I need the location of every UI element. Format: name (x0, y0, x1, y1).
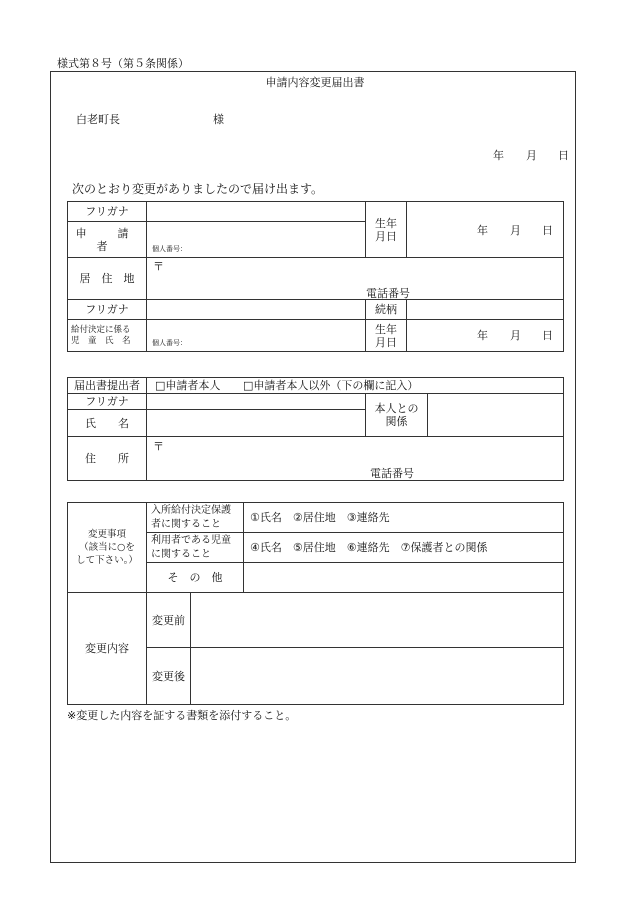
change-items-label: 変更事項 （該当に○を して下さい。） (68, 503, 147, 593)
addressee: 白老町長 (76, 113, 120, 126)
applicant-table (67, 201, 564, 352)
child-birth-label: 生年 月日 (366, 320, 407, 352)
intro-text: 次のとおり変更がありましたので届け出ます。 (72, 182, 324, 196)
submitter-furigana-field[interactable] (147, 394, 366, 410)
date-day: 日 (558, 149, 569, 162)
submitter-relation-label: 本人との 関係 (366, 394, 428, 437)
change-table (67, 502, 564, 705)
submitter-name-label: 氏 名 (68, 410, 147, 437)
submitter-options (147, 378, 564, 394)
submitter-label: 届出書提出者 (68, 378, 147, 394)
change-before-label: 変更前 (147, 593, 191, 648)
change-row2-label: 利用者である児童 に関すること (147, 533, 244, 563)
change-row3-field[interactable] (244, 563, 564, 593)
change-row3-label: そ の 他 (147, 563, 244, 593)
change-before-field[interactable] (191, 593, 564, 648)
change-after-label: 変更後 (147, 648, 191, 705)
child-furigana-label: フリガナ (68, 300, 147, 320)
birth-label: 生年 月日 (366, 202, 407, 258)
child-name-field[interactable]: 個人番号： (147, 320, 366, 352)
change-row1-label: 入所給付決定保護 者に関すること (147, 503, 244, 533)
date-year: 年 (493, 149, 504, 162)
child-furigana-field[interactable] (147, 300, 366, 320)
applicant-name-field[interactable]: 個人番号： (147, 222, 366, 258)
child-birthdate-field[interactable]: 年 月 日 (407, 320, 564, 352)
change-row1-options[interactable]: ①氏名 ②居住地 ③連絡先 (244, 503, 564, 533)
submitter-address-label: 住 所 (68, 437, 147, 481)
option-self-checkbox[interactable]: □申請者本人 (155, 379, 221, 392)
relation-label: 続柄 (366, 300, 407, 320)
submitter-furigana-label: フリガナ (68, 394, 147, 410)
submitter-relation-field[interactable] (428, 394, 564, 437)
child-name-label: 給付決定に係る 児 童 氏 名 (68, 320, 147, 352)
submitter-table (67, 377, 564, 481)
applicant-furigana-label: フリガナ (68, 202, 147, 222)
date-month: 月 (526, 149, 537, 162)
relation-field[interactable] (407, 300, 564, 320)
change-row2-options[interactable]: ④氏名 ⑤居住地 ⑥連絡先 ⑦保護者との関係 (244, 533, 564, 563)
page-title: 申請内容変更届出書 (265, 76, 365, 89)
honorific: 様 (213, 113, 224, 126)
submitter-address-field[interactable]: 〒 電話番号 (147, 437, 564, 481)
submitter-name-field[interactable] (147, 410, 366, 437)
change-after-field[interactable] (191, 648, 564, 705)
applicant-birthdate-field[interactable]: 年 月 日 (407, 202, 564, 258)
change-content-label: 変更内容 (68, 593, 147, 705)
applicant-label: 申 請 者 (68, 222, 147, 258)
applicant-furigana-field[interactable] (147, 202, 366, 222)
option-other-checkbox[interactable]: □申請者本人以外（下の欄に記入） (243, 379, 419, 392)
form-number: 様式第８号（第５条関係） (57, 57, 189, 70)
residence-field[interactable]: 〒 電話番号 (147, 258, 564, 300)
footnote: ※変更した内容を証する書類を添付すること。 (67, 709, 297, 722)
residence-label: 居 住 地 (68, 258, 147, 300)
